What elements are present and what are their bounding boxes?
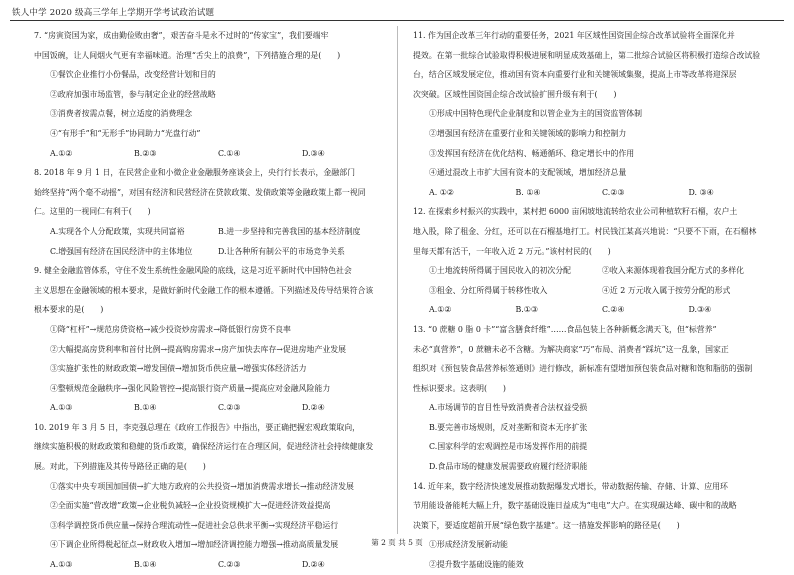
choice-b: B.进一步坚持和完善我国的基本经济制度: [218, 226, 361, 236]
choice-c: C.②③: [218, 403, 241, 413]
question-text: 节用能设备能耗大幅上升，数字基础设施日益成为“电电”大户。在实现碳达峰、碳中和的战略: [413, 501, 737, 511]
question-text: 里每天都有活干，一年收入近 2 万元。”该村村民的( ): [413, 246, 611, 256]
choice-d: D.③④: [302, 148, 325, 158]
question-text: 7. “房寅资国为家，成由勤俭败由奢”，艰苦奋斗是永不过时的“传家宝”，我们要端牢: [34, 31, 329, 40]
choice-d: D.让各种所有制公平的市场竞争关系: [218, 246, 345, 256]
question-text: 12. 在探索乡村振兴的实践中，某村把 6000 亩闲坡地流转给农业公司种植软籽石榴，农户土: [413, 207, 738, 217]
question-text: 性标识要求。这表明( ): [413, 383, 506, 393]
choice-d: D.②④: [302, 403, 325, 413]
option-item: ①降“杠杆”→规范房贷资格→减少投资炒房需求→降低银行房贷不良率: [50, 324, 291, 334]
choice-a: A.①②: [429, 305, 452, 315]
question-text: 次突破。区域性国资国企综合改试验扩围升级有利于( ): [413, 89, 617, 99]
answer-choices: [34, 144, 386, 164]
question-text: 主义思想在金融领域的根本要求，是做好新时代金融工作的根本遵循。下列描述及传导结果符合该: [34, 285, 374, 295]
choice-a: A.①②: [50, 148, 73, 158]
choice-a: A.①③: [50, 403, 73, 413]
option-item: C.国家科学的宏观调控是市场发挥作用的前提: [429, 442, 588, 452]
option-item: A.市场调节的盲目性导致消费者合法权益受损: [429, 403, 588, 413]
page-header-title: 铁人中学 2020 级高三学年上学期开学考试政治试题: [12, 8, 215, 18]
choice-a: A.实现各个人分配政策，实现共同富裕: [50, 226, 185, 236]
answer-choices: [34, 222, 386, 242]
question-text: 13. “0 蔗糖 0 脂 0 卡”“富含膳食纤维”……食品包装上各种新概念满天飞，但“标营养”: [413, 324, 717, 334]
question-text: 未必“真营养”，0 蔗糖未必不含糖。为解决商家“巧”布局、消费者“踩坑”这一乱象，国家正: [413, 344, 729, 354]
option-item: ③发挥国有经济在优化结构、畅通循环、稳定增长中的作用: [429, 148, 635, 158]
option-item: ③科学调控货币供应量→保持合理流动性→促进社会总供求平衡→实现经济平稳运行: [50, 520, 339, 530]
option-item: ③消费者按需点餐，树立适度的消费理念: [50, 109, 193, 119]
question-text: 台，结合区域发展定位，推动国有资本向重要行业和关键领域集聚，提高上市等改革将迎深层: [413, 70, 737, 80]
option-item: ③实施扩张性的财政政策→增发国债→增加货币供应量→增强实体经济活力: [50, 364, 307, 374]
question-10: [34, 418, 386, 575]
option-item: ②增强国有经济在重要行业和关键领域的影响力和控制力: [429, 128, 627, 138]
answer-choices: [413, 183, 775, 203]
question-text: 8. 2018 年 9 月 1 日，在民营企业和小微企业金融服务座谈会上，央行行长表示，金融部门: [34, 168, 355, 178]
choice-d: D.②④: [302, 560, 325, 570]
right-column: [413, 26, 775, 575]
choice-d: D.③④: [688, 305, 712, 315]
choice-c: C.②③: [602, 187, 625, 197]
question-text: 14. 近年来，数字经济快速发展推动数据爆发式增长，带动数据传输、存储、计算、应用环: [413, 481, 728, 491]
option-item: ②全面实施“营改增”政策→企业税负减轻→企业投资规模扩大→促进经济效益提高: [50, 501, 331, 511]
statement-1: ①土地流转所得属于国民收入的初次分配: [429, 266, 572, 276]
left-column: [34, 26, 386, 575]
choice-a: A.①③: [50, 560, 73, 570]
option-item: ①落实中央专项国加国债→扩大地方政府的公共投资→增加消费需求增长→推动经济发展: [50, 481, 354, 491]
question-text: 11. 作为国企改革三年行动的重要任务，2021 年区域性国资国企综合改革试验将全面深化并: [413, 31, 735, 40]
option-item: ①餐饮企业推行小份餐品，改变经营计划和目的: [50, 70, 216, 80]
option-item: ②政府加强市场监管，参与制定企业的经营战略: [50, 89, 216, 99]
choice-d: D. ③④: [688, 187, 714, 197]
statement-row: [413, 261, 775, 281]
question-text: 10. 2019 年 3 月 5 日，李克强总理在《政府工作报告》中指出，要正确把握宏观政策取向，: [34, 422, 361, 432]
option-item: ④“有形手”和“无形手”协同助力“光盘行动”: [50, 128, 201, 138]
question-text: 中国饭碗，让人间烟火气更有幸福味道。治理“舌尖上的浪费”，下列措施合理的是( ): [34, 50, 341, 60]
answer-choices: [34, 242, 386, 262]
question-text: 地入股，除了租金、分红，还可以在石榴基地打工。村民钱江某高兴地说：“只要不下雨，在石榴林: [413, 226, 757, 236]
answer-choices: [34, 398, 386, 418]
choice-b: B.②③: [134, 148, 157, 158]
question-11: [413, 26, 775, 202]
answer-choices: [34, 555, 386, 575]
option-item: D.食品市场的健康发展需要政府履行经济职能: [429, 462, 588, 472]
option-item: ④整顿规范金融秩序→强化风险管控→提高银行资产质量→提高应对金融风险能力: [50, 383, 331, 393]
question-text: 展。对此，下列措施及其传导路径正确的是( ): [34, 462, 206, 472]
choice-a: A. ①②: [429, 187, 454, 197]
statement-3: ③租金、分红所得属于转移性收入: [429, 285, 548, 295]
option-item: ①形成中国特色现代企业制度和以管企业为主的国资监管体制: [429, 109, 643, 119]
question-text: 决策下，要适度超前开展“绿色数字基建”。这一措施发挥影响的路径是( ): [413, 520, 680, 530]
choice-b: B.①④: [134, 403, 157, 413]
question-text: 提效。在第一批综合试验取得积极进展和明显成效基础上，第二批综合试验区将积极打造综合改试验: [413, 50, 761, 60]
option-item: ④下调企业所得税起征点→财政收入增加→增加经济调控能力增强→推动高质量发展: [50, 540, 339, 550]
choice-b: B.①③: [515, 305, 538, 315]
page-footer-number: 第 2 页 共 5 页: [371, 538, 423, 547]
question-text: 继续实施积极的财政政策和稳健的货币政策，确保经济运行在合理区间，促进经济社会持续健康发: [34, 442, 374, 452]
option-item: B.要完善市场规则，反对垄断和资本无序扩张: [429, 422, 588, 432]
option-item: ①形成经济发展新动能: [429, 540, 508, 550]
question-text: 组织对《预包装食品营养标签通则》进行修改，新标准有望增加预包装食品对糖和饱和脂肪的强制: [413, 364, 753, 374]
choice-c: C.增强国有经济在国民经济中的主体地位: [50, 246, 193, 256]
question-text: 9. 健全金融监管体系，守住不发生系统性金融风险的底线，这是习近平新时代中国特色社会: [34, 266, 352, 276]
statement-row: [413, 281, 775, 301]
question-9: [34, 261, 386, 418]
question-7: [34, 26, 386, 163]
header-rule: [10, 20, 784, 21]
choice-b: B. ①④: [515, 187, 541, 197]
answer-choices: [413, 300, 775, 320]
question-8: [34, 163, 386, 261]
option-item: ②大幅提高房贷利率和首付比例→提高购房需求→房产加快去库存→促进房地产业发展: [50, 344, 347, 354]
question-text: 根本要求的是( ): [34, 305, 104, 315]
statement-4: ④近 2 万元收入属于按劳分配的形式: [602, 285, 731, 295]
question-13: [413, 320, 775, 477]
column-divider: [397, 26, 398, 534]
choice-c: C.②④: [602, 305, 625, 315]
choice-b: B.①④: [134, 560, 157, 570]
option-item: ②提升数字基础设施的能效: [429, 560, 524, 570]
statement-2: ②收入来源体现着我国分配方式的多样化: [602, 266, 745, 276]
option-item: ④通过混改上市扩大国有资本的支配领域，增加经济总量: [429, 168, 627, 178]
question-12: [413, 202, 775, 320]
choice-c: C.①④: [218, 148, 241, 158]
question-text: 仁。这里的一视同仁有利于( ): [34, 207, 151, 217]
question-text: 始终坚持“两个毫不动摇”，对国有经济和民营经济在贷款政策、发债政策等金融政策上都一视同: [34, 187, 366, 197]
choice-c: C.②③: [218, 560, 241, 570]
